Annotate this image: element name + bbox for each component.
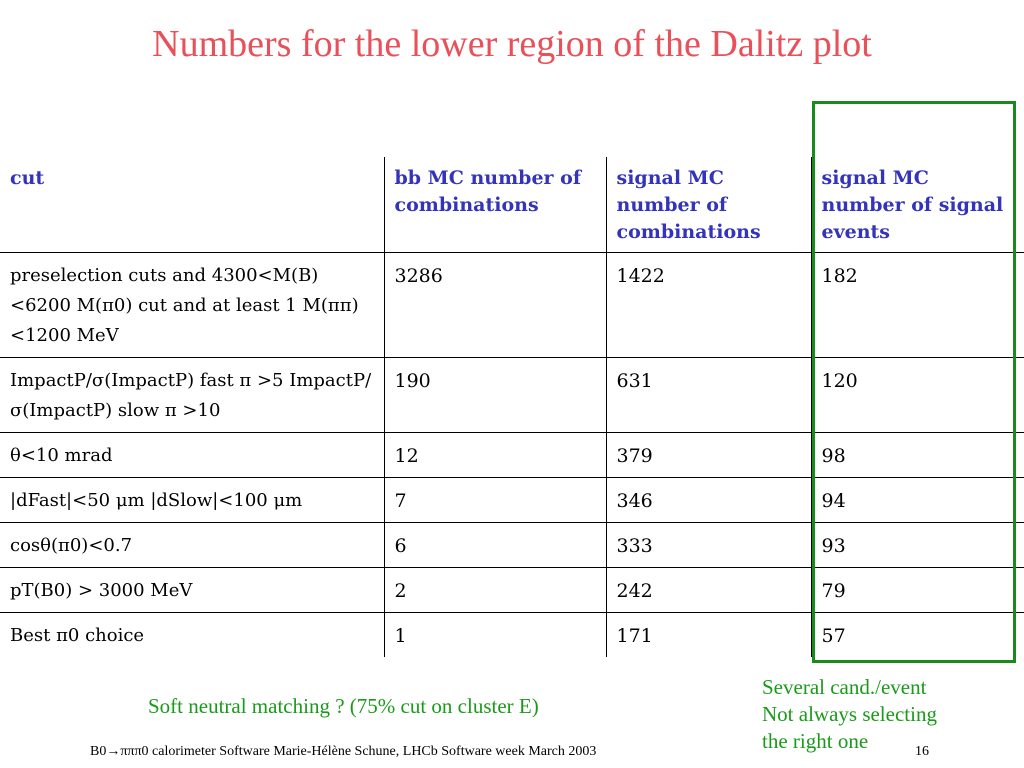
sig-comb-cell: 631 xyxy=(606,358,811,433)
sig-comb-cell: 1422 xyxy=(606,253,811,358)
several-candidates-note xyxy=(762,674,937,755)
page-number: 16 xyxy=(915,744,929,759)
bb-cell: 1 xyxy=(384,613,606,658)
soft-neutral-note: Soft neutral matching ? (75% cut on cluster E) xyxy=(148,694,539,718)
cut-cell: Best π0 choice xyxy=(0,613,384,658)
sig-events-cell: 98 xyxy=(811,433,1024,478)
header-cut: cut xyxy=(10,167,45,189)
bb-cell: 190 xyxy=(384,358,606,433)
cut-cell: |dFast|<50 μm |dSlow|<100 μm xyxy=(0,478,384,523)
bb-cell: 2 xyxy=(384,568,606,613)
sig-comb-cell: 346 xyxy=(606,478,811,523)
sig-comb-cell: 379 xyxy=(606,433,811,478)
note-line: Several cand./event xyxy=(762,675,927,699)
bb-cell: 3286 xyxy=(384,253,606,358)
bb-cell: 7 xyxy=(384,478,606,523)
cuts-table xyxy=(0,157,1024,657)
cut-cell: preselection cuts and 4300<M(B)<6200 M(π0) cut and at least 1 M(ππ)<1200 MeV xyxy=(0,253,384,358)
note-line: Not always selecting xyxy=(762,702,937,726)
cut-cell: ImpactP/σ(ImpactP) fast π >5 ImpactP/σ(ImpactP) slow π >10 xyxy=(0,358,384,433)
sig-events-cell: 94 xyxy=(811,478,1024,523)
cut-cell: cosθ(π0)<0.7 xyxy=(0,523,384,568)
table-row xyxy=(0,568,1024,613)
sig-events-cell: 182 xyxy=(811,253,1024,358)
table-row xyxy=(0,253,1024,358)
cut-cell: θ<10 mrad xyxy=(0,433,384,478)
table-row xyxy=(0,523,1024,568)
note-line: the right one xyxy=(762,729,869,753)
footer-text: B0→πππ0 calorimeter Software Marie-Hélène Schune, LHCb Software week March 2003 xyxy=(90,744,597,759)
table-row xyxy=(0,478,1024,523)
slide-title: Numbers for the lower region of the Dalitz plot xyxy=(152,23,872,65)
table-header-row xyxy=(0,157,1024,253)
header-bb-mc: bb MC number of combinations xyxy=(384,157,606,253)
header-signal-mc-events: signal MC number of signal events xyxy=(811,157,1024,253)
bb-cell: 12 xyxy=(384,433,606,478)
sig-events-cell: 57 xyxy=(811,613,1024,658)
table-row xyxy=(0,613,1024,658)
sig-comb-cell: 242 xyxy=(606,568,811,613)
header-signal-mc-comb: signal MC number of combinations xyxy=(606,157,811,253)
sig-comb-cell: 171 xyxy=(606,613,811,658)
table-row xyxy=(0,433,1024,478)
sig-comb-cell: 333 xyxy=(606,523,811,568)
sig-events-cell: 93 xyxy=(811,523,1024,568)
table-row xyxy=(0,358,1024,433)
sig-events-cell: 120 xyxy=(811,358,1024,433)
cut-cell: pT(B0) > 3000 MeV xyxy=(0,568,384,613)
sig-events-cell: 79 xyxy=(811,568,1024,613)
bb-cell: 6 xyxy=(384,523,606,568)
